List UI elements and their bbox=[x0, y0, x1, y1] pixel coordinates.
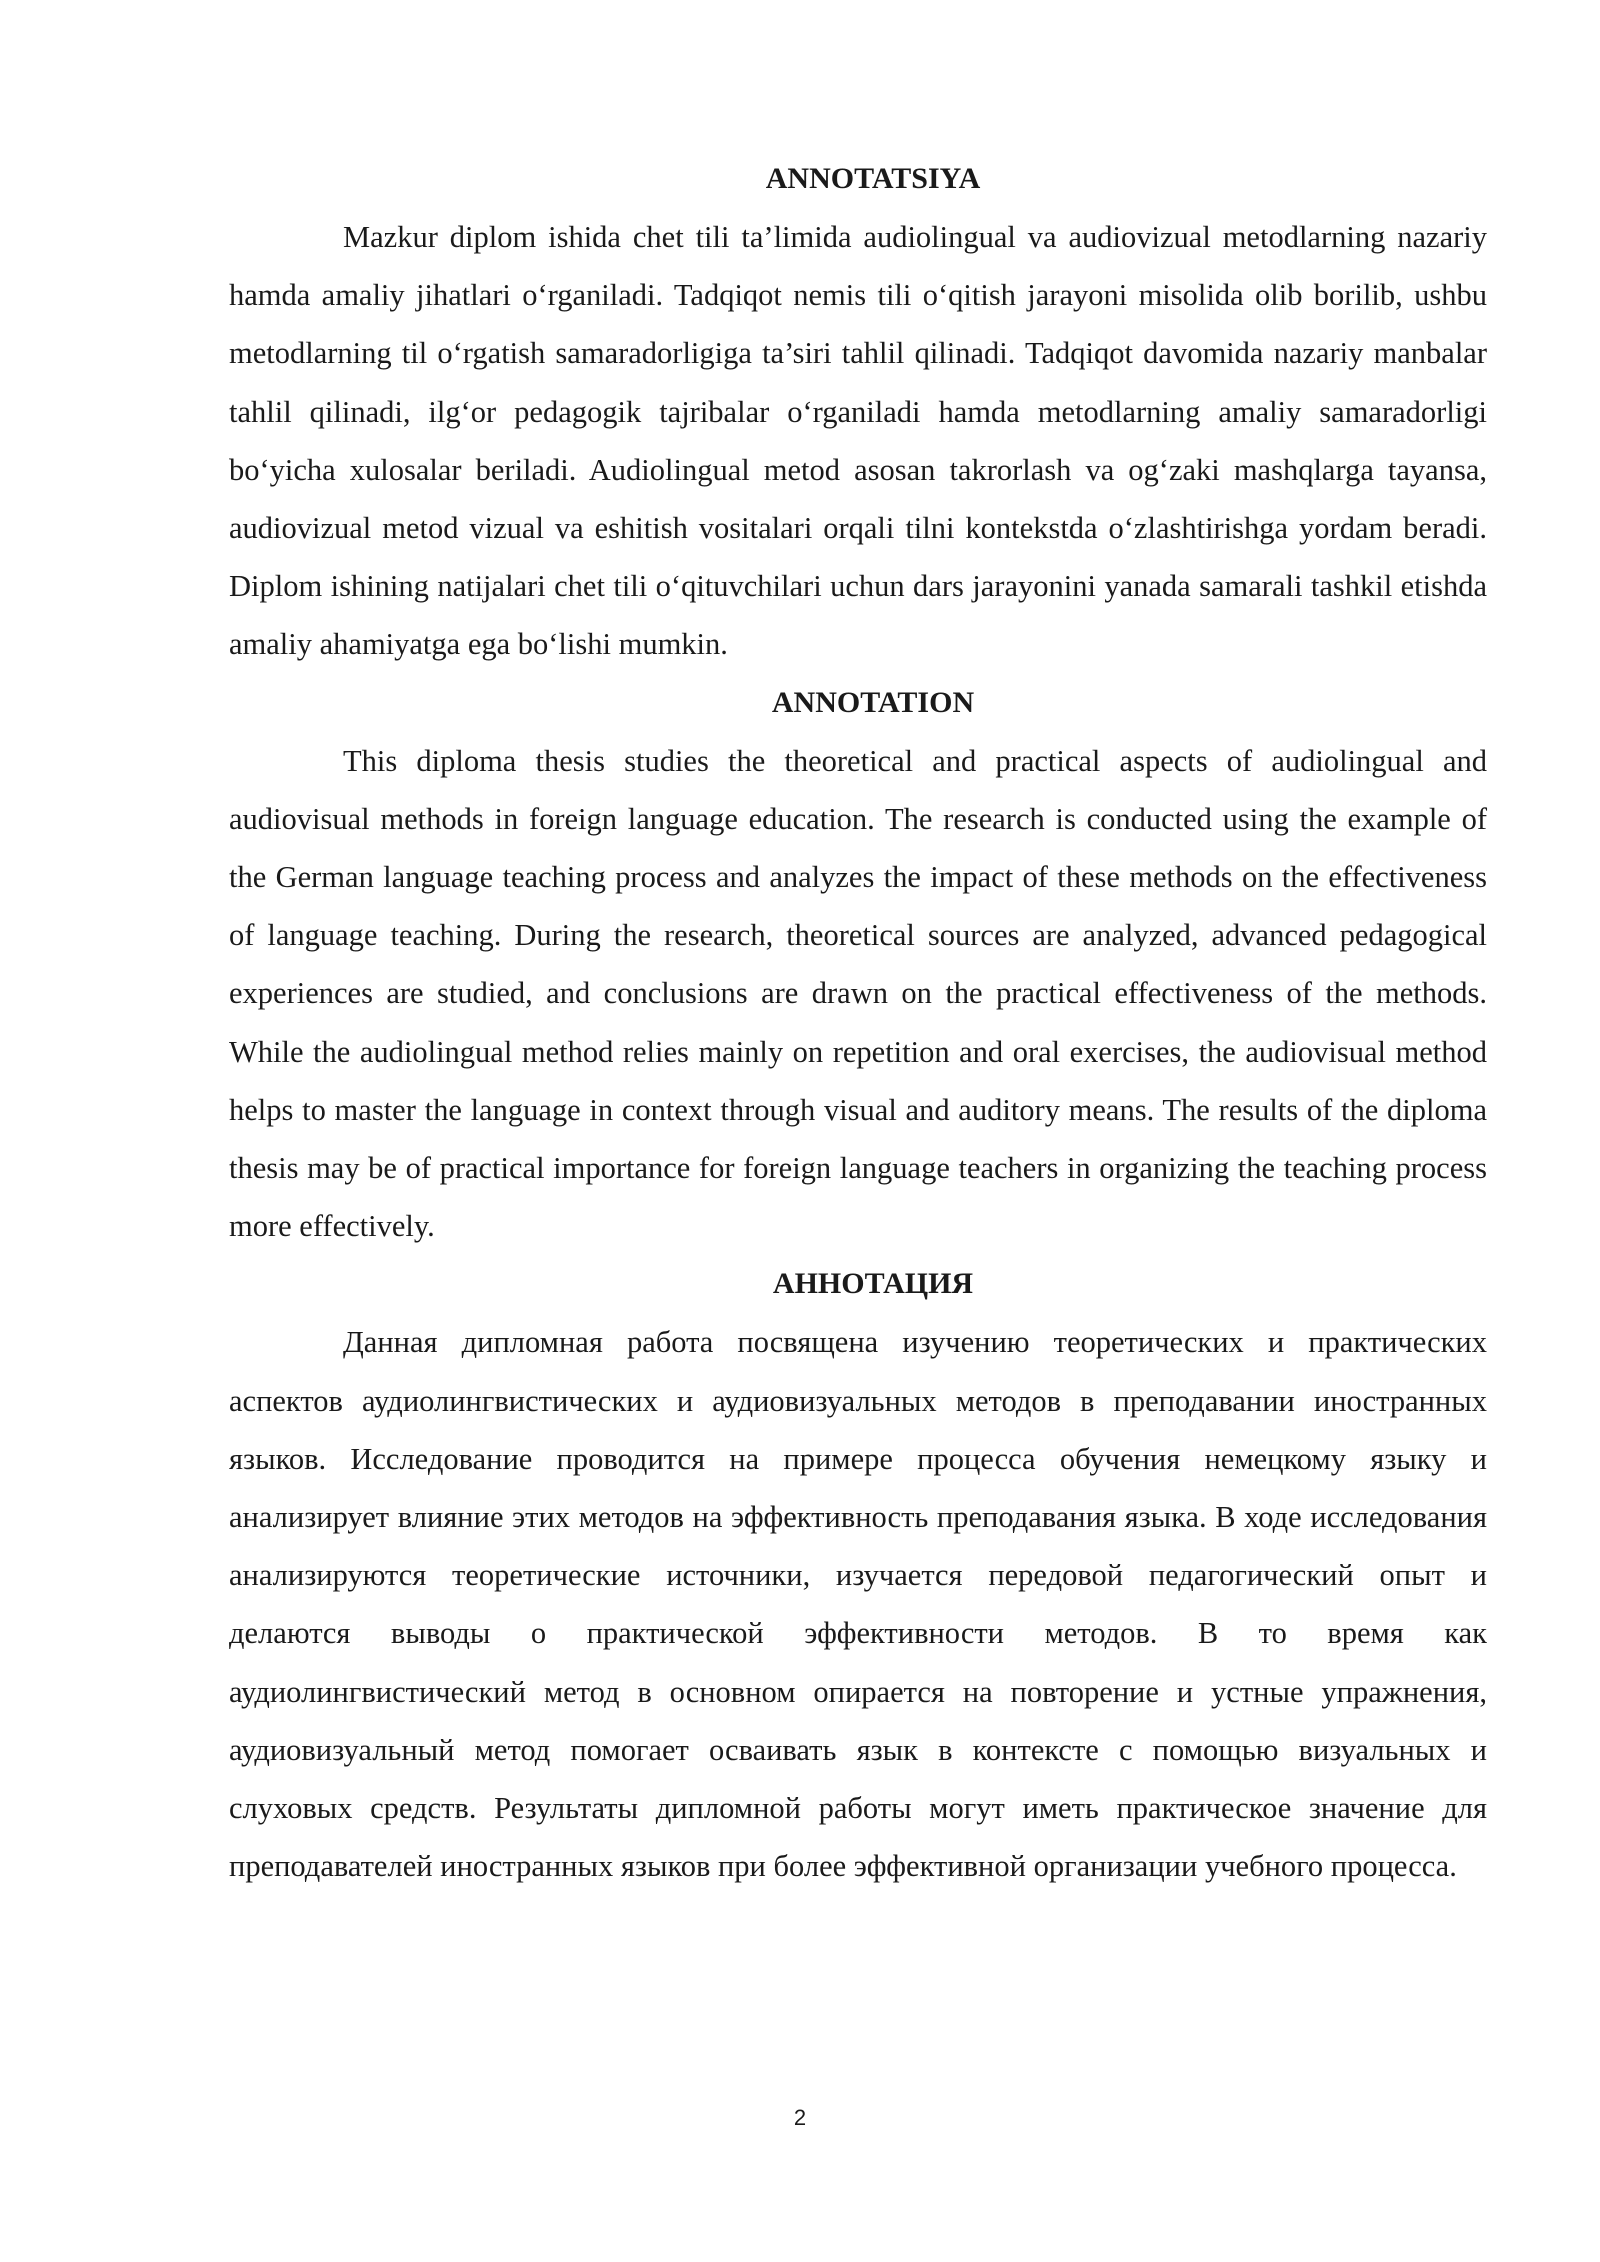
page-content bbox=[229, 150, 1487, 1895]
annotation-english bbox=[229, 674, 1487, 1256]
page-number: 2 bbox=[793, 2105, 807, 2130]
section-heading-uzbek: ANNOTATSIYA bbox=[765, 162, 981, 195]
annotation-uzbek bbox=[229, 150, 1487, 674]
annotation-russian bbox=[229, 1255, 1487, 1895]
section-body-english: This diploma thesis studies the theoretical and practical aspects of audiolingual and audiovisual methods in foreign language education. The research is conducted using the example of the German language teaching process and analyzes the impact of these methods on the effectiveness of language teaching. During the research, theoretical sources are analyzed, advanced pedagogical experiences are studied, and conclusions are drawn on the practical effectiveness of the methods. While the audiolingual method relies mainly on repetition and oral exercises, the audiovisual method helps to master the language in context through visual and auditory means. The results of the diploma thesis may be of practical importance for foreign language teachers in organizing the teaching process more effectively. bbox=[229, 743, 1487, 1244]
section-body-russian: Данная дипломная работа посвящена изучению теоретических и практических аспектов аудиолингвистических и аудиовизуальных методов в преподавании иностранных языков. Исследование проводится на примере процесса обучения немецкому языку и анализирует влияние этих методов на эффективность преподавания языка. В ходе исследования анализируются теоретические источники, изучается передовой педагогический опыт и делаются выводы о практической эффективности методов. В то время как аудиолингвистический метод в основном опирается на повторение и устные упражнения, аудиовизуальный метод помогает осваивать язык в контексте с помощью визуальных и слуховых средств. Результаты дипломной работы могут иметь практическое значение для преподавателей иностранных языков при более эффективной организации учебного процесса. bbox=[229, 1325, 1487, 1884]
section-heading-russian: АННОТАЦИЯ bbox=[772, 1267, 974, 1301]
section-heading-english: ANNOTATION bbox=[771, 685, 975, 719]
section-body-uzbek: Mazkur diplom ishida chet tili ta’limida audiolingual va audiovizual metodlarning nazariy hamda amaliy jihatlari o‘rganiladi. Tadqiqot nemis tili o‘qitish jarayoni misolida olib borilib, ushbu metodlarning til o‘rgatish samaradorligiga ta’siri tahlil qilinadi. Tadqiqot davomida nazariy manbalar tahlil qilinadi, ilg‘or pedagogik tajribalar o‘rganiladi hamda metodlarning amaliy samaradorligi bo‘yicha xulosalar beriladi. Audiolingual metod asosan takrorlash va og‘zaki mashqlarga tayansa, audiovizual metod vizual va eshitish vositalari orqali tilni kontekstda o‘zlashtirishga yordam beradi. Diplom ishining natijalari chet tili o‘qituvchilari uchun dars jarayonini yanada samarali tashkil etishda amaliy ahamiyatga ega bo‘lishi mumkin. bbox=[229, 220, 1487, 662]
